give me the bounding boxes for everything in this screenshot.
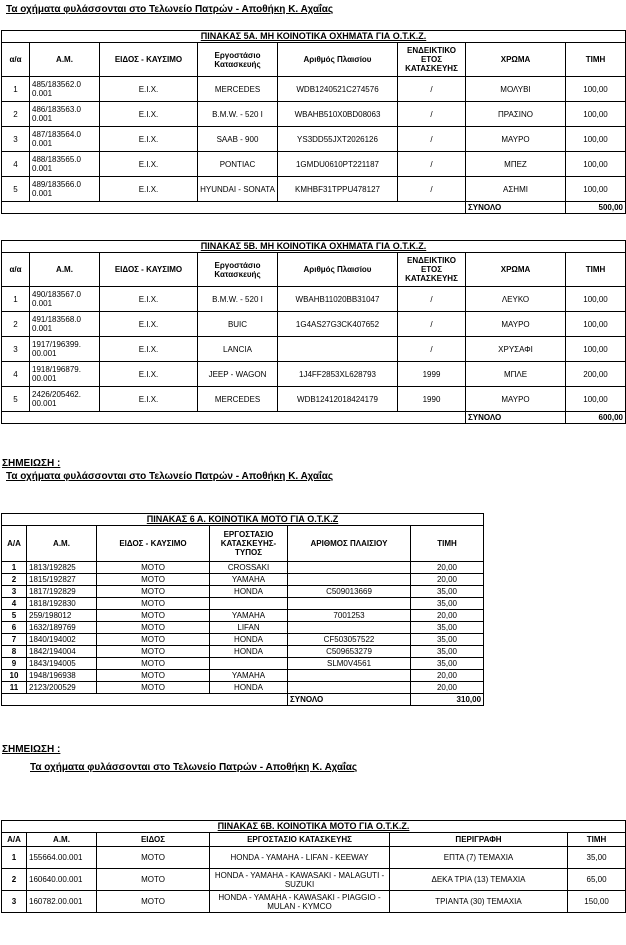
table-cell: 489/183566.0 0.001: [30, 177, 100, 202]
table-cell: WDB12412018424179: [278, 387, 398, 412]
table-cell: 65,00: [568, 869, 626, 891]
table-5a: [1, 30, 626, 214]
table-cell: ΜΟΤΟ: [97, 562, 210, 574]
table-cell: 4: [2, 362, 30, 387]
column-header: ΠΕΡΙΓΡΑΦΗ: [390, 833, 568, 847]
table-row: [2, 658, 484, 670]
table-cell: Ε.Ι.Χ.: [100, 387, 198, 412]
total-spacer: [2, 694, 288, 706]
table-cell: SAAB - 900: [198, 127, 278, 152]
table-cell: ΤΡΙΑΝΤΑ (30) ΤΕΜΑΧΙΑ: [390, 891, 568, 913]
table-cell: SLM0V4561: [288, 658, 411, 670]
table-cell: 7: [2, 634, 27, 646]
table-row: [2, 586, 484, 598]
table-row: [2, 598, 484, 610]
table-cell: ΜΟΤΟ: [97, 891, 210, 913]
table-cell: HONDA: [210, 634, 288, 646]
table-cell: HONDA: [210, 682, 288, 694]
table-cell: HONDA: [210, 586, 288, 598]
table-row: [2, 362, 626, 387]
table-cell: ΜΑΥΡΟ: [466, 387, 566, 412]
table-cell: ΧΡΥΣΑΦΙ: [466, 337, 566, 362]
table-row: [2, 610, 484, 622]
table-cell: ΜΟΤΟ: [97, 670, 210, 682]
table-row: [2, 670, 484, 682]
table-cell: 1632/189769: [27, 622, 97, 634]
table-cell: HYUNDAI - SONATA: [198, 177, 278, 202]
table-cell: 35,00: [411, 646, 484, 658]
table-cell: YAMAHA: [210, 610, 288, 622]
table-cell: 100,00: [566, 152, 626, 177]
table-cell: 1948/196938: [27, 670, 97, 682]
table-cell: [210, 598, 288, 610]
table-row: [2, 387, 626, 412]
table-cell: 35,00: [411, 622, 484, 634]
table-cell: 1843/194005: [27, 658, 97, 670]
table-cell: 2: [2, 312, 30, 337]
table-cell: ΜΟΤΟ: [97, 682, 210, 694]
column-header: ΑΡΙΘΜΟΣ ΠΛΑΙΣΙΟΥ: [288, 526, 411, 562]
table-cell: Ε.Ι.Χ.: [100, 362, 198, 387]
column-header: ΕΡΓΟΣΤΑΣΙΟ ΚΑΤΑΣΚΕΥΗΣ: [210, 833, 390, 847]
table-row: [2, 869, 626, 891]
table-cell: 1: [2, 562, 27, 574]
table-cell: 1: [2, 847, 27, 869]
column-header: Α.Μ.: [30, 253, 100, 287]
table-cell: [278, 337, 398, 362]
table-cell: MERCEDES: [198, 77, 278, 102]
table-cell: [288, 574, 411, 586]
table-cell: 1GMDU0610PT221187: [278, 152, 398, 177]
total-value: 310,00: [411, 694, 484, 706]
table-cell: 8: [2, 646, 27, 658]
table-cell: 1: [2, 77, 30, 102]
table-row: [2, 634, 484, 646]
table-cell: 150,00: [568, 891, 626, 913]
table-row: [2, 287, 626, 312]
table-cell: ΜΑΥΡΟ: [466, 127, 566, 152]
table-cell: [288, 598, 411, 610]
table-6a: [1, 513, 484, 706]
column-header: Αριθμός Πλαισίου: [278, 253, 398, 287]
total-value: 600,00: [566, 412, 626, 424]
table-cell: HONDA: [210, 646, 288, 658]
table-cell: 3: [2, 891, 27, 913]
table-cell: 35,00: [411, 598, 484, 610]
table-cell: 6: [2, 622, 27, 634]
column-header: ΕΙΔΟΣ - ΚΑΥΣΙΜΟ: [100, 253, 198, 287]
table-row: [2, 312, 626, 337]
table-cell: JEEP - WAGON: [198, 362, 278, 387]
table-5b-title: ΠΙΝΑΚΑΣ 5Β. ΜΗ ΚΟΙΝΟΤΙΚΑ ΟΧΗΜΑΤΑ ΓΙΑ Ο.Τ.Κ.Ζ.: [2, 241, 626, 253]
column-header: Α.Μ.: [27, 526, 97, 562]
table-cell: /: [398, 127, 466, 152]
column-header: ΤΙΜΗ: [568, 833, 626, 847]
table-cell: 486/183563.0 0.001: [30, 102, 100, 127]
table-cell: 160782.00.001: [27, 891, 97, 913]
total-value: 500,00: [566, 202, 626, 214]
table-cell: WBAHB510X0BD08063: [278, 102, 398, 127]
table-6b: [1, 820, 626, 913]
table-cell: 5: [2, 177, 30, 202]
table-cell: 1: [2, 287, 30, 312]
table-cell: 3: [2, 586, 27, 598]
table-row: [2, 646, 484, 658]
table-row: [2, 574, 484, 586]
table-cell: ΜΠΛΕ: [466, 362, 566, 387]
table-cell: ΕΠΤΑ (7) ΤΕΜΑΧΙΑ: [390, 847, 568, 869]
table-cell: C509653279: [288, 646, 411, 658]
table-cell: ΠΡΑΣΙΝΟ: [466, 102, 566, 127]
table-cell: 487/183564.0 0.001: [30, 127, 100, 152]
table-cell: 4: [2, 152, 30, 177]
table-cell: 1842/194004: [27, 646, 97, 658]
table-cell: 1815/192827: [27, 574, 97, 586]
table-cell: 4: [2, 598, 27, 610]
table-cell: ΜΟΤΟ: [97, 646, 210, 658]
table-cell: 1990: [398, 387, 466, 412]
table-cell: 490/183567.0 0.001: [30, 287, 100, 312]
table-cell: 1818/192830: [27, 598, 97, 610]
table-cell: 11: [2, 682, 27, 694]
table-cell: /: [398, 312, 466, 337]
column-header: α/α: [2, 43, 30, 77]
storage-note-top: Τα οχήματα φυλάσσονται στο Τελωνείο Πατρών - Αποθήκη Κ. Αχαΐας: [6, 4, 334, 15]
table-cell: ΜΟΤΟ: [97, 869, 210, 891]
table-cell: YS3DD55JXT2026126: [278, 127, 398, 152]
table-cell: /: [398, 287, 466, 312]
table-row: [2, 562, 484, 574]
table-cell: KMHBF31TPPU478127: [278, 177, 398, 202]
table-cell: CROSSAKI: [210, 562, 288, 574]
table-cell: 20,00: [411, 670, 484, 682]
table-cell: 100,00: [566, 337, 626, 362]
table-cell: /: [398, 152, 466, 177]
column-header: Α/Α: [2, 833, 27, 847]
table-cell: MERCEDES: [198, 387, 278, 412]
column-header: Α.Μ.: [27, 833, 97, 847]
table-cell: 2: [2, 869, 27, 891]
table-row: [2, 337, 626, 362]
table-cell: ΜΟΤΟ: [97, 610, 210, 622]
table-cell: Ε.Ι.Χ.: [100, 312, 198, 337]
table-cell: 100,00: [566, 102, 626, 127]
table-cell: ΜΟΛΥΒΙ: [466, 77, 566, 102]
table-cell: 2426/205462. 00.001: [30, 387, 100, 412]
table-cell: 1840/194002: [27, 634, 97, 646]
table-cell: /: [398, 77, 466, 102]
table-cell: 2: [2, 102, 30, 127]
table-row: [2, 127, 626, 152]
note-c-label: ΣΗΜΕΙΩΣΗ :: [2, 744, 61, 755]
table-5b: [1, 240, 626, 424]
table-row: [2, 682, 484, 694]
table-row: [2, 152, 626, 177]
table-cell: 1917/196399. 00.001: [30, 337, 100, 362]
note-c-text: Τα οχήματα φυλάσσονται στο Τελωνείο Πατρών - Αποθήκη Κ. Αχαΐας: [30, 762, 358, 773]
table-row: [2, 622, 484, 634]
column-header: Εργοστάσιο Κατασκευής: [198, 253, 278, 287]
table-cell: ΜΑΥΡΟ: [466, 312, 566, 337]
table-cell: [288, 562, 411, 574]
column-header: Εργοστάσιο Κατασκευής: [198, 43, 278, 77]
column-header: ΧΡΩΜΑ: [466, 253, 566, 287]
table-cell: [210, 658, 288, 670]
table-cell: WBAHB11020BB31047: [278, 287, 398, 312]
column-header: ΕΙΔΟΣ: [97, 833, 210, 847]
table-cell: 3: [2, 127, 30, 152]
table-cell: Ε.Ι.Χ.: [100, 102, 198, 127]
table-cell: 20,00: [411, 682, 484, 694]
table-cell: 10: [2, 670, 27, 682]
table-cell: ΜΟΤΟ: [97, 622, 210, 634]
table-cell: ΜΟΤΟ: [97, 847, 210, 869]
table-5a-title: ΠΙΝΑΚΑΣ 5Α. ΜΗ ΚΟΙΝΟΤΙΚΑ ΟΧΗΜΑΤΑ ΓΙΑ Ο.Τ.Κ.Ζ.: [2, 31, 626, 43]
total-row: [2, 412, 626, 424]
column-header: ΤΙΜΗ: [411, 526, 484, 562]
table-cell: BUIC: [198, 312, 278, 337]
table-cell: B.M.W. - 520 I: [198, 287, 278, 312]
column-header: ΕΝΔΕΙΚΤΙΚΟ ΕΤΟΣ ΚΑΤΑΣΚΕΥΗΣ: [398, 43, 466, 77]
table-cell: 1817/192829: [27, 586, 97, 598]
table-cell: 5: [2, 610, 27, 622]
table-cell: 9: [2, 658, 27, 670]
table-cell: 1918/196879. 00.001: [30, 362, 100, 387]
column-header: Αριθμός Πλαισίου: [278, 43, 398, 77]
column-header: ΕΙΔΟΣ - ΚΑΥΣΙΜΟ: [100, 43, 198, 77]
table-cell: ΜΟΤΟ: [97, 574, 210, 586]
column-header: ΕΝΔΕΙΚΤΙΚΟ ΕΤΟΣ ΚΑΤΑΣΚΕΥΗΣ: [398, 253, 466, 287]
table-cell: 100,00: [566, 387, 626, 412]
table-cell: 488/183565.0 0.001: [30, 152, 100, 177]
total-row: [2, 202, 626, 214]
table-cell: Ε.Ι.Χ.: [100, 287, 198, 312]
table-cell: [288, 622, 411, 634]
table-cell: 100,00: [566, 77, 626, 102]
table-cell: 200,00: [566, 362, 626, 387]
table-cell: Ε.Ι.Χ.: [100, 127, 198, 152]
table-cell: 259/198012: [27, 610, 97, 622]
total-label: ΣΥΝΟΛΟ: [288, 694, 411, 706]
table-cell: 160640.00.001: [27, 869, 97, 891]
table-6a-title: ΠΙΝΑΚΑΣ 6 Α. ΚΟΙΝΟΤΙΚΑ ΜΟΤΟ ΓΙΑ Ο.Τ.Κ.Ζ: [2, 514, 484, 526]
table-cell: Ε.Ι.Χ.: [100, 177, 198, 202]
table-cell: ΔΕΚΑ ΤΡΙΑ (13) ΤΕΜΑΧΙΑ: [390, 869, 568, 891]
column-header: ΕΙΔΟΣ - ΚΑΥΣΙΜΟ: [97, 526, 210, 562]
total-label: ΣΥΝΟΛΟ: [466, 412, 566, 424]
column-header: ΤΙΜΗ: [566, 43, 626, 77]
table-cell: YAMAHA: [210, 574, 288, 586]
table-cell: B.M.W. - 520 I: [198, 102, 278, 127]
table-cell: HONDA - YAMAHA - LIFAN - KEEWAY: [210, 847, 390, 869]
table-cell: CF503057522: [288, 634, 411, 646]
table-cell: 100,00: [566, 127, 626, 152]
table-cell: 491/183568.0 0.001: [30, 312, 100, 337]
table-cell: 2: [2, 574, 27, 586]
table-cell: HONDA - YAMAHA - KAWASAKI - MALAGUTI - SUZUKI: [210, 869, 390, 891]
table-cell: [288, 682, 411, 694]
note-b-label: ΣΗΜΕΙΩΣΗ :: [2, 458, 61, 469]
table-cell: HONDA - YAMAHA - KAWASAKI - PIAGGIO - MULAN - KYMCO: [210, 891, 390, 913]
table-cell: 1J4FF2853XL628793: [278, 362, 398, 387]
column-header: ΕΡΓΟΣΤΑΣΙΟ ΚΑΤΑΣΚΕΥΗΣ- ΤΥΠΟΣ: [210, 526, 288, 562]
table-cell: ΜΟΤΟ: [97, 586, 210, 598]
column-header: ΤΙΜΗ: [566, 253, 626, 287]
table-cell: 3: [2, 337, 30, 362]
column-header: ΧΡΩΜΑ: [466, 43, 566, 77]
table-cell: 485/183562.0 0.001: [30, 77, 100, 102]
table-cell: 7001253: [288, 610, 411, 622]
table-cell: /: [398, 177, 466, 202]
table-cell: Ε.Ι.Χ.: [100, 337, 198, 362]
table-5b-header: [2, 253, 626, 287]
table-cell: 20,00: [411, 574, 484, 586]
table-cell: 35,00: [568, 847, 626, 869]
table-cell: LANCIA: [198, 337, 278, 362]
table-6b-header: [2, 833, 626, 847]
table-row: [2, 102, 626, 127]
table-cell: 1813/192825: [27, 562, 97, 574]
table-cell: /: [398, 337, 466, 362]
table-cell: ΜΟΤΟ: [97, 598, 210, 610]
column-header: α/α: [2, 253, 30, 287]
table-cell: Ε.Ι.Χ.: [100, 77, 198, 102]
total-spacer: [2, 202, 466, 214]
table-cell: 35,00: [411, 634, 484, 646]
note-b-text: Τα οχήματα φυλάσσονται στο Τελωνείο Πατρών - Αποθήκη Κ. Αχαΐας: [6, 471, 334, 482]
table-6b-title: ΠΙΝΑΚΑΣ 6Β. ΚΟΙΝΟΤΙΚΑ ΜΟΤΟ ΓΙΑ Ο.Τ.Κ.Ζ.: [2, 821, 626, 833]
table-cell: 2123/200529: [27, 682, 97, 694]
table-row: [2, 177, 626, 202]
table-cell: /: [398, 102, 466, 127]
table-cell: 100,00: [566, 177, 626, 202]
table-cell: 1999: [398, 362, 466, 387]
table-cell: 100,00: [566, 287, 626, 312]
table-cell: ΜΠΕΖ: [466, 152, 566, 177]
table-cell: 20,00: [411, 610, 484, 622]
total-spacer: [2, 412, 466, 424]
table-cell: 20,00: [411, 562, 484, 574]
column-header: Α/Α: [2, 526, 27, 562]
table-cell: 100,00: [566, 312, 626, 337]
table-cell: PONTIAC: [198, 152, 278, 177]
table-cell: C509013669: [288, 586, 411, 598]
table-cell: [288, 670, 411, 682]
table-cell: ΛΕΥΚΟ: [466, 287, 566, 312]
table-cell: ΜΟΤΟ: [97, 658, 210, 670]
table-cell: ΑΣΗΜΙ: [466, 177, 566, 202]
table-cell: LIFAN: [210, 622, 288, 634]
total-row: [2, 694, 484, 706]
table-cell: 155664.00.001: [27, 847, 97, 869]
table-row: [2, 77, 626, 102]
table-row: [2, 891, 626, 913]
table-6a-header: [2, 526, 484, 562]
table-cell: ΜΟΤΟ: [97, 634, 210, 646]
column-header: Α.Μ.: [30, 43, 100, 77]
table-5a-header: [2, 43, 626, 77]
table-row: [2, 847, 626, 869]
table-cell: YAMAHA: [210, 670, 288, 682]
table-cell: Ε.Ι.Χ.: [100, 152, 198, 177]
table-cell: 35,00: [411, 586, 484, 598]
table-cell: 1G4AS27G3CK407652: [278, 312, 398, 337]
table-cell: 5: [2, 387, 30, 412]
total-label: ΣΥΝΟΛΟ: [466, 202, 566, 214]
table-cell: WDB1240521C274576: [278, 77, 398, 102]
table-cell: 35,00: [411, 658, 484, 670]
